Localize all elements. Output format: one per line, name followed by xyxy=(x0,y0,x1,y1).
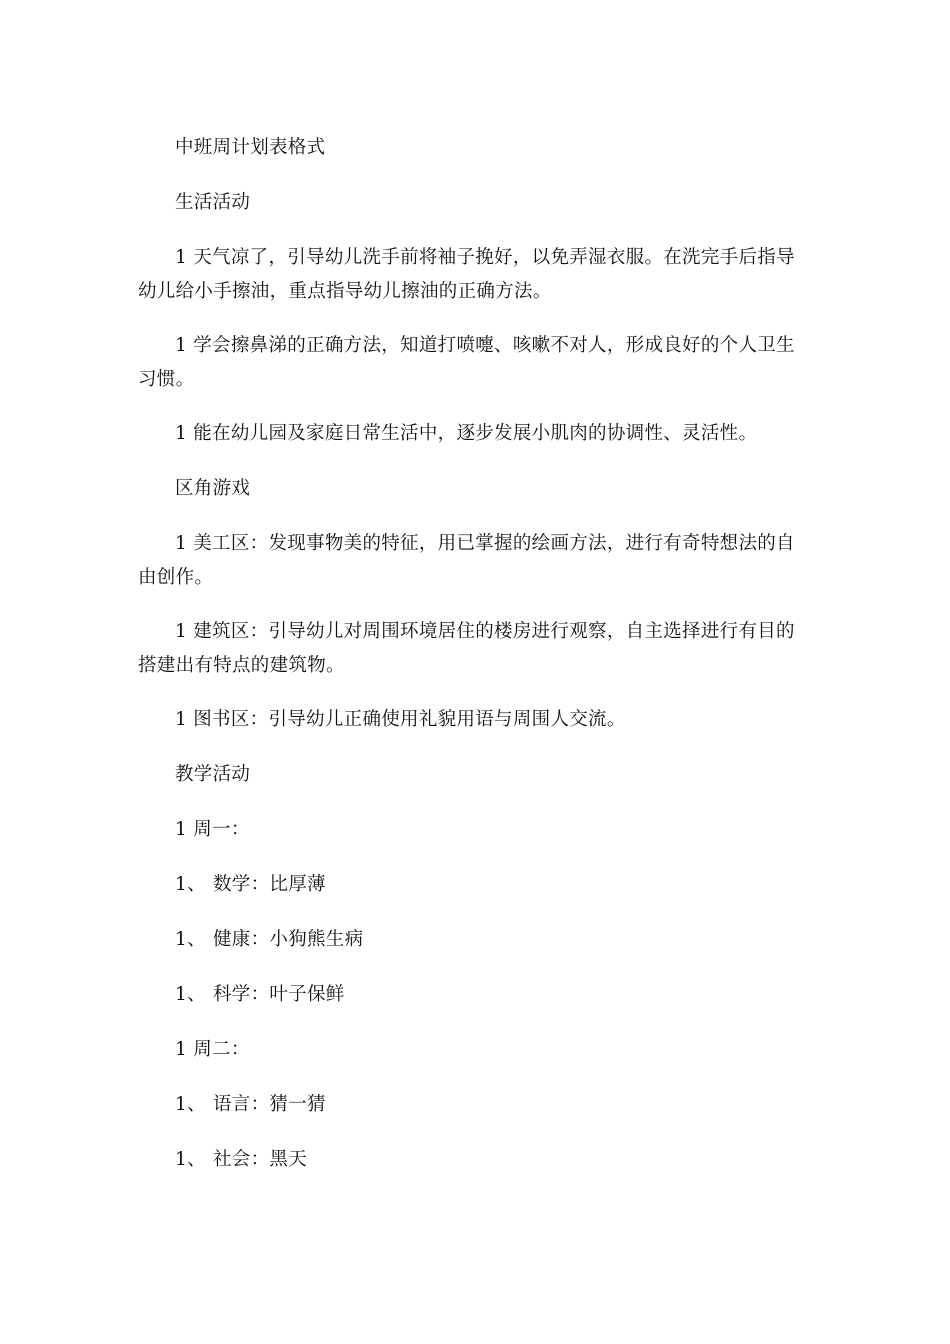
monday-item-1 xyxy=(175,868,326,902)
life-item-3: 1 能在幼儿园及家庭日常生活中，逐步发展小肌肉的协调性、灵活性。 xyxy=(175,423,758,444)
list-number: 1、 xyxy=(175,929,206,950)
list-text: 语言：猜一猜 xyxy=(213,1094,326,1115)
list-text: 数学：比厚薄 xyxy=(213,874,326,895)
corner-item-1: 1 美工区：发现事物美的特征，用已掌握的绘画方法，进行有奇特想法的自由创作。 xyxy=(138,533,795,588)
tuesday-label: 1 周二： xyxy=(175,1039,250,1060)
list-number: 1、 xyxy=(175,984,206,1005)
list-text: 健康：小狗熊生病 xyxy=(213,929,364,950)
list-number: 1、 xyxy=(175,1094,206,1115)
monday-item-3 xyxy=(175,978,345,1012)
life-item-2: 1 学会擦鼻涕的正确方法，知道打喷嚏、咳嗽不对人，形成良好的个人卫生习惯。 xyxy=(138,335,795,390)
monday-label: 1 周一： xyxy=(175,819,250,840)
list-number: 1、 xyxy=(175,1149,206,1170)
list-text: 科学：叶子保鲜 xyxy=(213,984,345,1005)
monday-item-2 xyxy=(175,923,363,957)
section-heading-teaching: 教学活动 xyxy=(175,764,251,785)
document-title: 中班周计划表格式 xyxy=(175,137,326,158)
section-heading-life: 生活活动 xyxy=(175,192,251,213)
corner-item-3: 1 图书区：引导幼儿正确使用礼貌用语与周围人交流。 xyxy=(175,709,626,730)
list-number: 1、 xyxy=(175,874,206,895)
tuesday-item-2 xyxy=(175,1143,307,1177)
life-item-1: 1 天气凉了，引导幼儿洗手前将袖子挽好，以免弄湿衣服。在洗完手后指导幼儿给小手擦油，重点指导幼儿擦油的正确方法。 xyxy=(138,247,795,302)
list-text: 社会：黑天 xyxy=(213,1149,308,1170)
section-heading-corner: 区角游戏 xyxy=(175,478,251,499)
tuesday-item-1 xyxy=(175,1088,326,1122)
corner-item-2: 1 建筑区：引导幼儿对周围环境居住的楼房进行观察，自主选择进行有目的搭建出有特点的建筑物。 xyxy=(138,621,795,676)
